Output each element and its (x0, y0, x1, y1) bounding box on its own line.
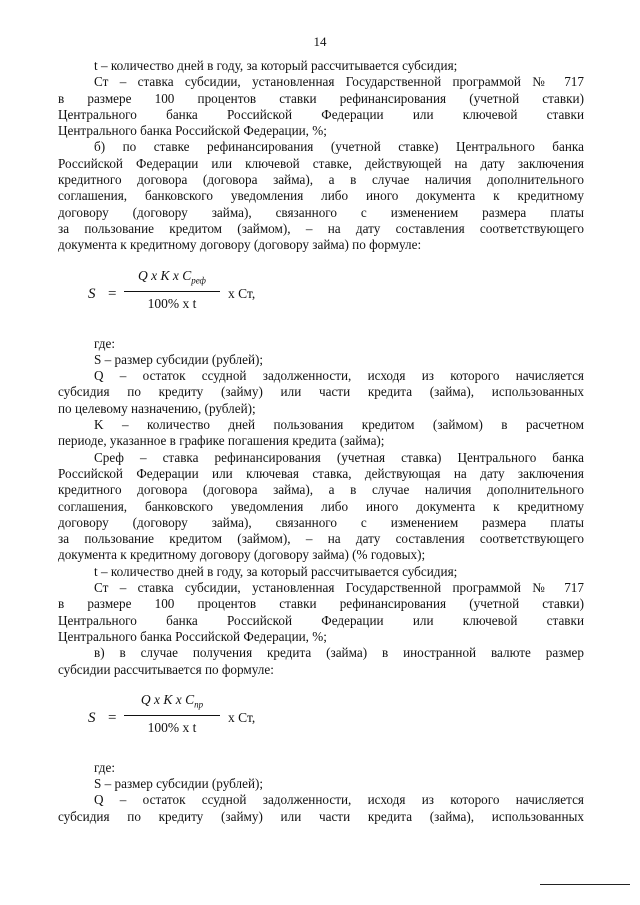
formula-equals: = (108, 285, 117, 302)
formula-subsidy-ruble (88, 264, 584, 324)
fraction-bar (124, 715, 220, 716)
paragraph-block-bottom (58, 759, 584, 825)
text-line: кредитного договора (договора займа), а в случае наличия дополнительного (58, 482, 584, 498)
text-line: в размере 100 процентов ставки рефинансирования (учетной ставки) (58, 90, 584, 106)
text-line: субсидии рассчитывается по формуле: (58, 661, 274, 677)
text-line: документа к кредитному договору (договору займа) по формуле: (58, 237, 422, 253)
paragraph-block-top (58, 58, 584, 254)
formula-lhs: S (88, 709, 96, 726)
text-line: Центрального банка Российской Федерации или ключевой ставки (58, 612, 584, 628)
text-line: K – количество дней пользования кредитом (займом) в расчетном (94, 417, 584, 433)
text-line: Ст – ставка субсидии, установленная Государственной программой № 717 (94, 74, 584, 90)
formula-lhs: S (88, 285, 96, 302)
text-line: S – размер субсидии (рублей); (94, 776, 264, 792)
text-line: Q – остаток ссудной задолженности, исходя из которого начисляется (94, 792, 584, 808)
formula-denominator: 100% x t (147, 719, 197, 735)
text-line: Российской Федерации или ключевой ставке, действующей на дату заключения (58, 155, 584, 171)
text-line: Центрального банка Российской Федерации или ключевой ставки (58, 106, 584, 122)
text-line: соглашения, банковского уведомления либо иного документа к кредитному (58, 498, 584, 514)
formula-denominator: 100% x t (147, 295, 197, 311)
text-line: Cреф – ставка рефинансирования (учетная ставка) Центрального банка (94, 449, 584, 465)
text-line: t – количество дней в году, за который рассчитывается субсидия; (94, 563, 458, 579)
text-line: субсидия по кредиту (займу) или части кредита (займа), использованных (58, 384, 584, 400)
text-line: в) в случае получения кредита (займа) в иностранной валюте размер (94, 645, 584, 661)
paragraph-block-middle (58, 335, 584, 678)
text-line: за пользование кредитом (займом), – на дату составления соответствующего (58, 220, 584, 236)
text-line: документа к кредитному договору (договору займа) (% годовых); (58, 547, 426, 563)
page-number: 14 (313, 34, 327, 49)
text-line: по целевому назначению, (рублей); (58, 400, 256, 416)
text-line: в размере 100 процентов ставки рефинансирования (учетной ставки) (58, 596, 584, 612)
document-body (58, 58, 584, 825)
text-line: договору (договору займа), связанного с изменением размера платы (58, 514, 584, 530)
text-line: договору (договору займа), связанного с изменением размера платы (58, 204, 584, 220)
text-line: Центрального банка Российской Федерации, %; (58, 123, 327, 139)
text-line: кредитного договора (договора займа), а в случае наличия дополнительного (58, 172, 584, 188)
text-line: Российской Федерации или ключевая ставка, действующая на дату заключения (58, 465, 584, 481)
formula-numerator: Q x K x $C_{пр}$ (140, 691, 204, 710)
text-line: Ст – ставка субсидии, установленная Государственной программой № 717 (94, 580, 584, 596)
text-line: где: (94, 759, 115, 775)
formula-equals: = (108, 709, 117, 726)
text-line: субсидия по кредиту (займу) или части кредита (займа), использованных (58, 808, 584, 824)
text-line: Центрального банка Российской Федерации, %; (58, 628, 327, 644)
formula-subsidy-foreign (88, 688, 584, 748)
fraction-bar (124, 291, 220, 292)
text-line: Q – остаток ссудной задолженности, исходя из которого начисляется (94, 368, 584, 384)
formula-rhs: x Ст, (228, 709, 256, 725)
text-line: периоде, указанное в графике погашения кредита (займа); (58, 433, 385, 449)
text-line: соглашения, банковского уведомления либо иного документа к кредитному (58, 188, 584, 204)
text-line: S – размер субсидии (рублей); (94, 351, 264, 367)
footer-rule (540, 884, 630, 885)
text-line: за пользование кредитом (займом), – на дату составления соответствующего (58, 531, 584, 547)
text-line: б) по ставке рефинансирования (учетной ставке) Центрального банка (94, 139, 584, 155)
text-line: t – количество дней в году, за который рассчитывается субсидия; (94, 58, 458, 73)
text-line: где: (94, 335, 115, 351)
formula-numerator: Q x K x $C_{реф}$ (138, 267, 206, 286)
formula-rhs: x Ст, (228, 285, 256, 301)
